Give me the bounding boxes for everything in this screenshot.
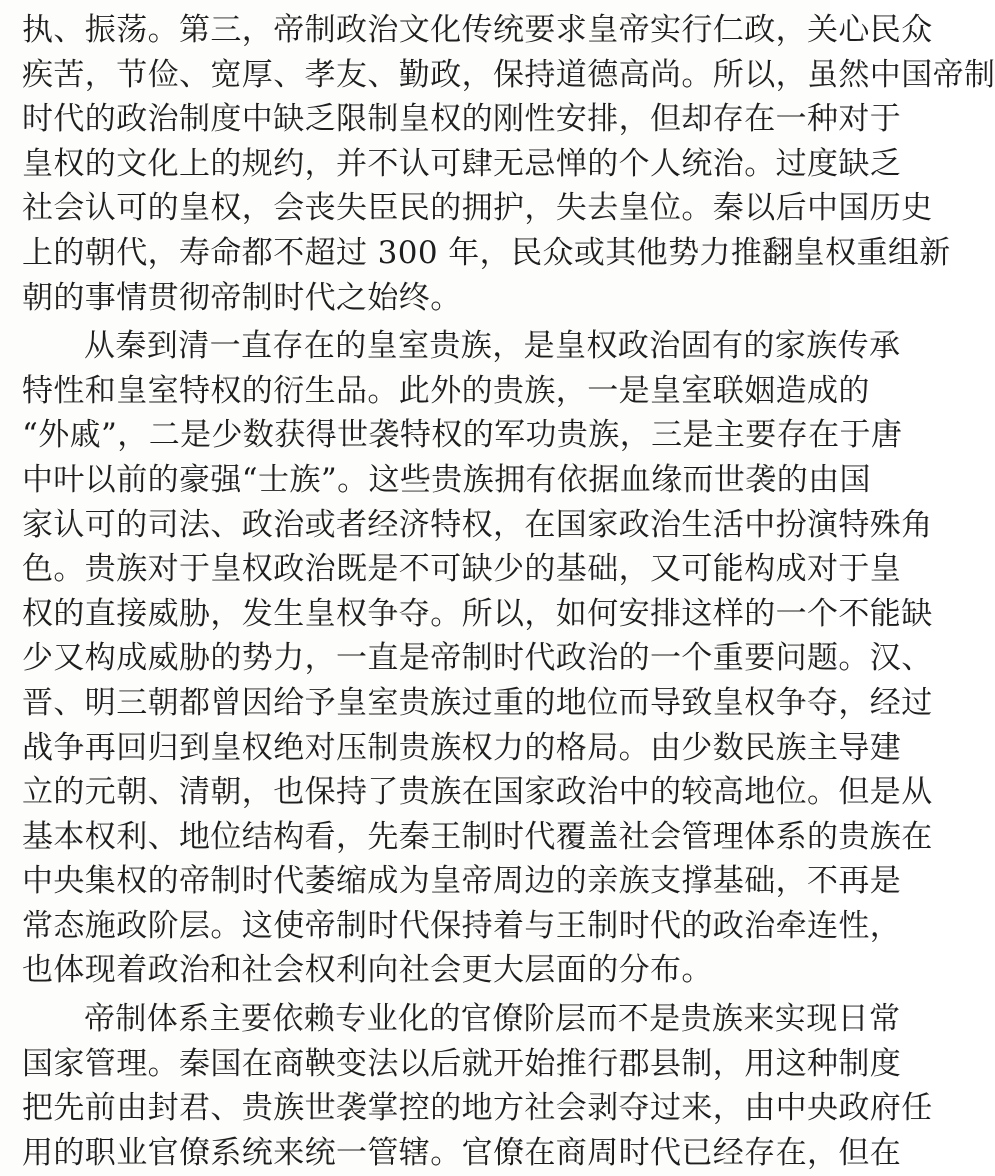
text-line: 朝的事情贯彻帝制时代之始终。 — [22, 279, 462, 316]
text-line: 皇权的文化上的规约，并不认可肆无忌惮的个人统治。过度缺乏 — [22, 145, 902, 182]
text-line: 社会认可的皇权，会丧失臣民的拥护，失去皇位。秦以后中国历史 — [22, 190, 933, 227]
text-line: 战争再回归到皇权绝对压制贵族权力的格局。由少数民族主导建 — [22, 729, 902, 766]
text-line: 把先前由封君、贵族世袭掌控的地方社会剥夺过来，由中央政府任 — [22, 1090, 933, 1127]
paragraph-2 — [22, 324, 933, 993]
text-line: 执、振荡。第三，帝制政治文化传统要求皇帝实行仁政，关心民众 — [22, 12, 933, 48]
text-line: 家认可的司法、政治或者经济特权，在国家政治生活中扮演特殊角 — [22, 506, 933, 543]
text-line: 立的元朝、清朝，也保持了贵族在国家政治中的较高地位。但是从 — [22, 774, 933, 811]
text-line: 中叶以前的豪强“士族”。这些贵族拥有依据血缘而世袭的由国 — [22, 461, 871, 498]
body-text — [22, 8, 995, 1175]
text-line: “外戚”，二是少数获得世袭特权的军功贵族，三是主要存在于唐 — [22, 417, 903, 454]
text-line: 上的朝代，寿命都不超过 300 年，民众或其他势力推翻皇权重组新 — [22, 234, 951, 271]
text-line: 用的职业官僚系统来统一管辖。官僚在商周时代已经存在，但在 — [22, 1134, 902, 1171]
text-line: 晋、明三朝都曾因给予皇室贵族过重的地位而导致皇权争夺，经过 — [22, 684, 933, 721]
text-line: 权的直接威胁，发生皇权争夺。所以，如何安排这样的一个不能缺 — [22, 595, 933, 632]
text-line: 色。贵族对于皇权政治既是不可缺少的基础，又可能构成对于皇 — [22, 551, 902, 588]
text-line: 国家管理。秦国在商鞅变法以后就开始推行郡县制，用这种制度 — [22, 1045, 902, 1082]
text-line: 特性和皇室特权的衍生品。此外的贵族，一是皇室联姻造成的 — [22, 372, 870, 409]
text-line: 从秦到清一直存在的皇室贵族，是皇权政治固有的家族传承 — [84, 328, 901, 365]
text-line: 疾苦，节俭、宽厚、孝友、勤政，保持道德高尚。所以，虽然中国帝制 — [22, 56, 995, 93]
text-line: 少又构成威胁的势力，一直是帝制时代政治的一个重要问题。汉、 — [22, 640, 933, 677]
text-line: 常态施政阶层。这使帝制时代保持着与王制时代的政治牵连性， — [22, 907, 902, 944]
text-line: 时代的政治制度中缺乏限制皇权的刚性安排，但却存在一种对于 — [22, 101, 902, 138]
text-line: 帝制体系主要依赖专业化的官僚阶层而不是贵族来实现日常 — [84, 1001, 901, 1038]
text-line: 基本权利、地位结构看，先秦王制时代覆盖社会管理体系的贵族在 — [22, 818, 933, 855]
paragraph-1 — [22, 8, 995, 320]
text-line: 中央集权的帝制时代萎缩成为皇帝周边的亲族支撑基础，不再是 — [22, 863, 902, 900]
paragraph-3 — [22, 997, 933, 1175]
text-line: 也体现着政治和社会权利向社会更大层面的分布。 — [22, 952, 713, 989]
